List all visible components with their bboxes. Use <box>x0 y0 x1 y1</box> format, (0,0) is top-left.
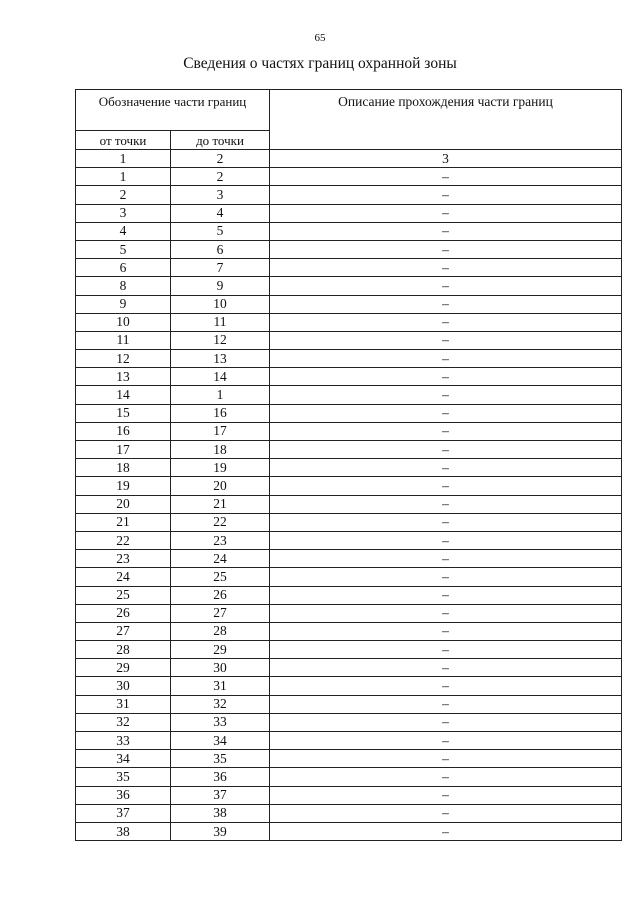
cell-desc: – <box>270 477 622 495</box>
cell-to: 21 <box>171 495 270 513</box>
cell-from: 37 <box>76 804 171 822</box>
cell-to: 16 <box>171 404 270 422</box>
cell-to: 26 <box>171 586 270 604</box>
cell-to: 33 <box>171 713 270 731</box>
cell-from: 31 <box>76 695 171 713</box>
cell-from: 28 <box>76 641 171 659</box>
cell-from: 33 <box>76 732 171 750</box>
cell-to: 35 <box>171 750 270 768</box>
cell-desc: – <box>270 186 622 204</box>
cell-from: 3 <box>76 204 171 222</box>
cell-from: 1 <box>76 150 171 168</box>
cell-desc: – <box>270 513 622 531</box>
cell-from: 27 <box>76 622 171 640</box>
table-row <box>76 604 622 622</box>
cell-from: 18 <box>76 459 171 477</box>
cell-to: 14 <box>171 368 270 386</box>
table-row <box>76 531 622 549</box>
cell-from: 24 <box>76 568 171 586</box>
cell-to: 22 <box>171 513 270 531</box>
cell-from: 30 <box>76 677 171 695</box>
cell-to: 38 <box>171 804 270 822</box>
cell-desc: – <box>270 750 622 768</box>
cell-desc: – <box>270 404 622 422</box>
cell-to: 4 <box>171 204 270 222</box>
cell-desc: – <box>270 295 622 313</box>
table-row <box>76 568 622 586</box>
table-row <box>76 240 622 258</box>
cell-to: 13 <box>171 350 270 368</box>
header-from-point: от точки <box>76 131 171 150</box>
table-row <box>76 550 622 568</box>
cell-to: 36 <box>171 768 270 786</box>
cell-desc: – <box>270 222 622 240</box>
cell-from: 13 <box>76 368 171 386</box>
table-row <box>76 659 622 677</box>
cell-from: 11 <box>76 331 171 349</box>
cell-desc: – <box>270 277 622 295</box>
cell-desc: – <box>270 586 622 604</box>
cell-from: 29 <box>76 659 171 677</box>
cell-to: 7 <box>171 259 270 277</box>
cell-desc: – <box>270 677 622 695</box>
cell-to: 27 <box>171 604 270 622</box>
cell-to: 1 <box>171 386 270 404</box>
cell-desc: – <box>270 622 622 640</box>
cell-from: 35 <box>76 768 171 786</box>
table-row <box>76 713 622 731</box>
cell-desc: – <box>270 550 622 568</box>
cell-to: 24 <box>171 550 270 568</box>
table-row <box>76 350 622 368</box>
table-row <box>76 404 622 422</box>
cell-from: 22 <box>76 531 171 549</box>
cell-to: 12 <box>171 331 270 349</box>
cell-from: 12 <box>76 350 171 368</box>
cell-desc: – <box>270 459 622 477</box>
table-row <box>76 277 622 295</box>
table-row <box>76 186 622 204</box>
cell-desc: – <box>270 240 622 258</box>
table-row <box>76 750 622 768</box>
cell-from: 34 <box>76 750 171 768</box>
cell-to: 11 <box>171 313 270 331</box>
cell-to: 2 <box>171 150 270 168</box>
cell-from: 25 <box>76 586 171 604</box>
table-row <box>76 732 622 750</box>
cell-from: 1 <box>76 168 171 186</box>
cell-from: 36 <box>76 786 171 804</box>
cell-from: 19 <box>76 477 171 495</box>
cell-desc: – <box>270 604 622 622</box>
table-row <box>76 313 622 331</box>
cell-from: 5 <box>76 240 171 258</box>
cell-to: 30 <box>171 659 270 677</box>
cell-to: 19 <box>171 459 270 477</box>
table-row <box>76 804 622 822</box>
header-boundary-description: Описание прохождения части границ <box>270 90 622 150</box>
cell-desc: – <box>270 422 622 440</box>
cell-to: 23 <box>171 531 270 549</box>
cell-from: 23 <box>76 550 171 568</box>
cell-from: 2 <box>76 186 171 204</box>
document-title: Сведения о частях границ охранной зоны <box>183 55 457 72</box>
cell-desc: – <box>270 768 622 786</box>
cell-to: 6 <box>171 240 270 258</box>
cell-from: 15 <box>76 404 171 422</box>
table-row <box>76 677 622 695</box>
table-row <box>76 295 622 313</box>
cell-from: 8 <box>76 277 171 295</box>
table-row <box>76 441 622 459</box>
cell-from: 26 <box>76 604 171 622</box>
cell-desc: – <box>270 495 622 513</box>
table-row <box>76 422 622 440</box>
table-row <box>76 222 622 240</box>
table-row <box>76 622 622 640</box>
table-row <box>76 150 622 168</box>
table-row <box>76 641 622 659</box>
cell-from: 16 <box>76 422 171 440</box>
table-row <box>76 477 622 495</box>
cell-from: 9 <box>76 295 171 313</box>
cell-to: 34 <box>171 732 270 750</box>
table-row <box>76 459 622 477</box>
table-row <box>76 695 622 713</box>
table-row <box>76 822 622 840</box>
cell-from: 38 <box>76 822 171 840</box>
cell-to: 39 <box>171 822 270 840</box>
cell-from: 17 <box>76 441 171 459</box>
table-row <box>76 168 622 186</box>
cell-desc: – <box>270 331 622 349</box>
cell-desc: – <box>270 568 622 586</box>
cell-from: 6 <box>76 259 171 277</box>
cell-desc: – <box>270 350 622 368</box>
cell-desc: – <box>270 732 622 750</box>
cell-from: 4 <box>76 222 171 240</box>
cell-from: 14 <box>76 386 171 404</box>
cell-from: 20 <box>76 495 171 513</box>
table-row <box>76 586 622 604</box>
cell-to: 17 <box>171 422 270 440</box>
table-row <box>76 331 622 349</box>
cell-to: 32 <box>171 695 270 713</box>
cell-desc: 3 <box>270 150 622 168</box>
cell-desc: – <box>270 168 622 186</box>
boundary-parts-table <box>75 89 622 841</box>
cell-desc: – <box>270 531 622 549</box>
cell-desc: – <box>270 641 622 659</box>
table-row <box>76 259 622 277</box>
cell-desc: – <box>270 713 622 731</box>
table-row <box>76 368 622 386</box>
cell-desc: – <box>270 313 622 331</box>
cell-from: 21 <box>76 513 171 531</box>
table-row <box>76 786 622 804</box>
page-number: 65 <box>314 32 326 44</box>
cell-desc: – <box>270 786 622 804</box>
cell-to: 5 <box>171 222 270 240</box>
table-row <box>76 495 622 513</box>
cell-from: 10 <box>76 313 171 331</box>
cell-to: 28 <box>171 622 270 640</box>
header-boundary-designation: Обозначение части границ <box>76 90 270 131</box>
cell-desc: – <box>270 659 622 677</box>
cell-to: 18 <box>171 441 270 459</box>
cell-to: 37 <box>171 786 270 804</box>
cell-desc: – <box>270 259 622 277</box>
table-body <box>76 150 622 841</box>
table-row <box>76 204 622 222</box>
cell-desc: – <box>270 695 622 713</box>
cell-to: 20 <box>171 477 270 495</box>
table-row <box>76 513 622 531</box>
cell-desc: – <box>270 204 622 222</box>
cell-to: 10 <box>171 295 270 313</box>
cell-desc: – <box>270 804 622 822</box>
cell-to: 9 <box>171 277 270 295</box>
table-row <box>76 768 622 786</box>
cell-to: 29 <box>171 641 270 659</box>
header-to-point: до точки <box>171 131 270 150</box>
table-row <box>76 386 622 404</box>
cell-to: 3 <box>171 186 270 204</box>
cell-desc: – <box>270 386 622 404</box>
cell-desc: – <box>270 441 622 459</box>
cell-desc: – <box>270 368 622 386</box>
cell-desc: – <box>270 822 622 840</box>
cell-to: 25 <box>171 568 270 586</box>
cell-to: 2 <box>171 168 270 186</box>
cell-from: 32 <box>76 713 171 731</box>
cell-to: 31 <box>171 677 270 695</box>
